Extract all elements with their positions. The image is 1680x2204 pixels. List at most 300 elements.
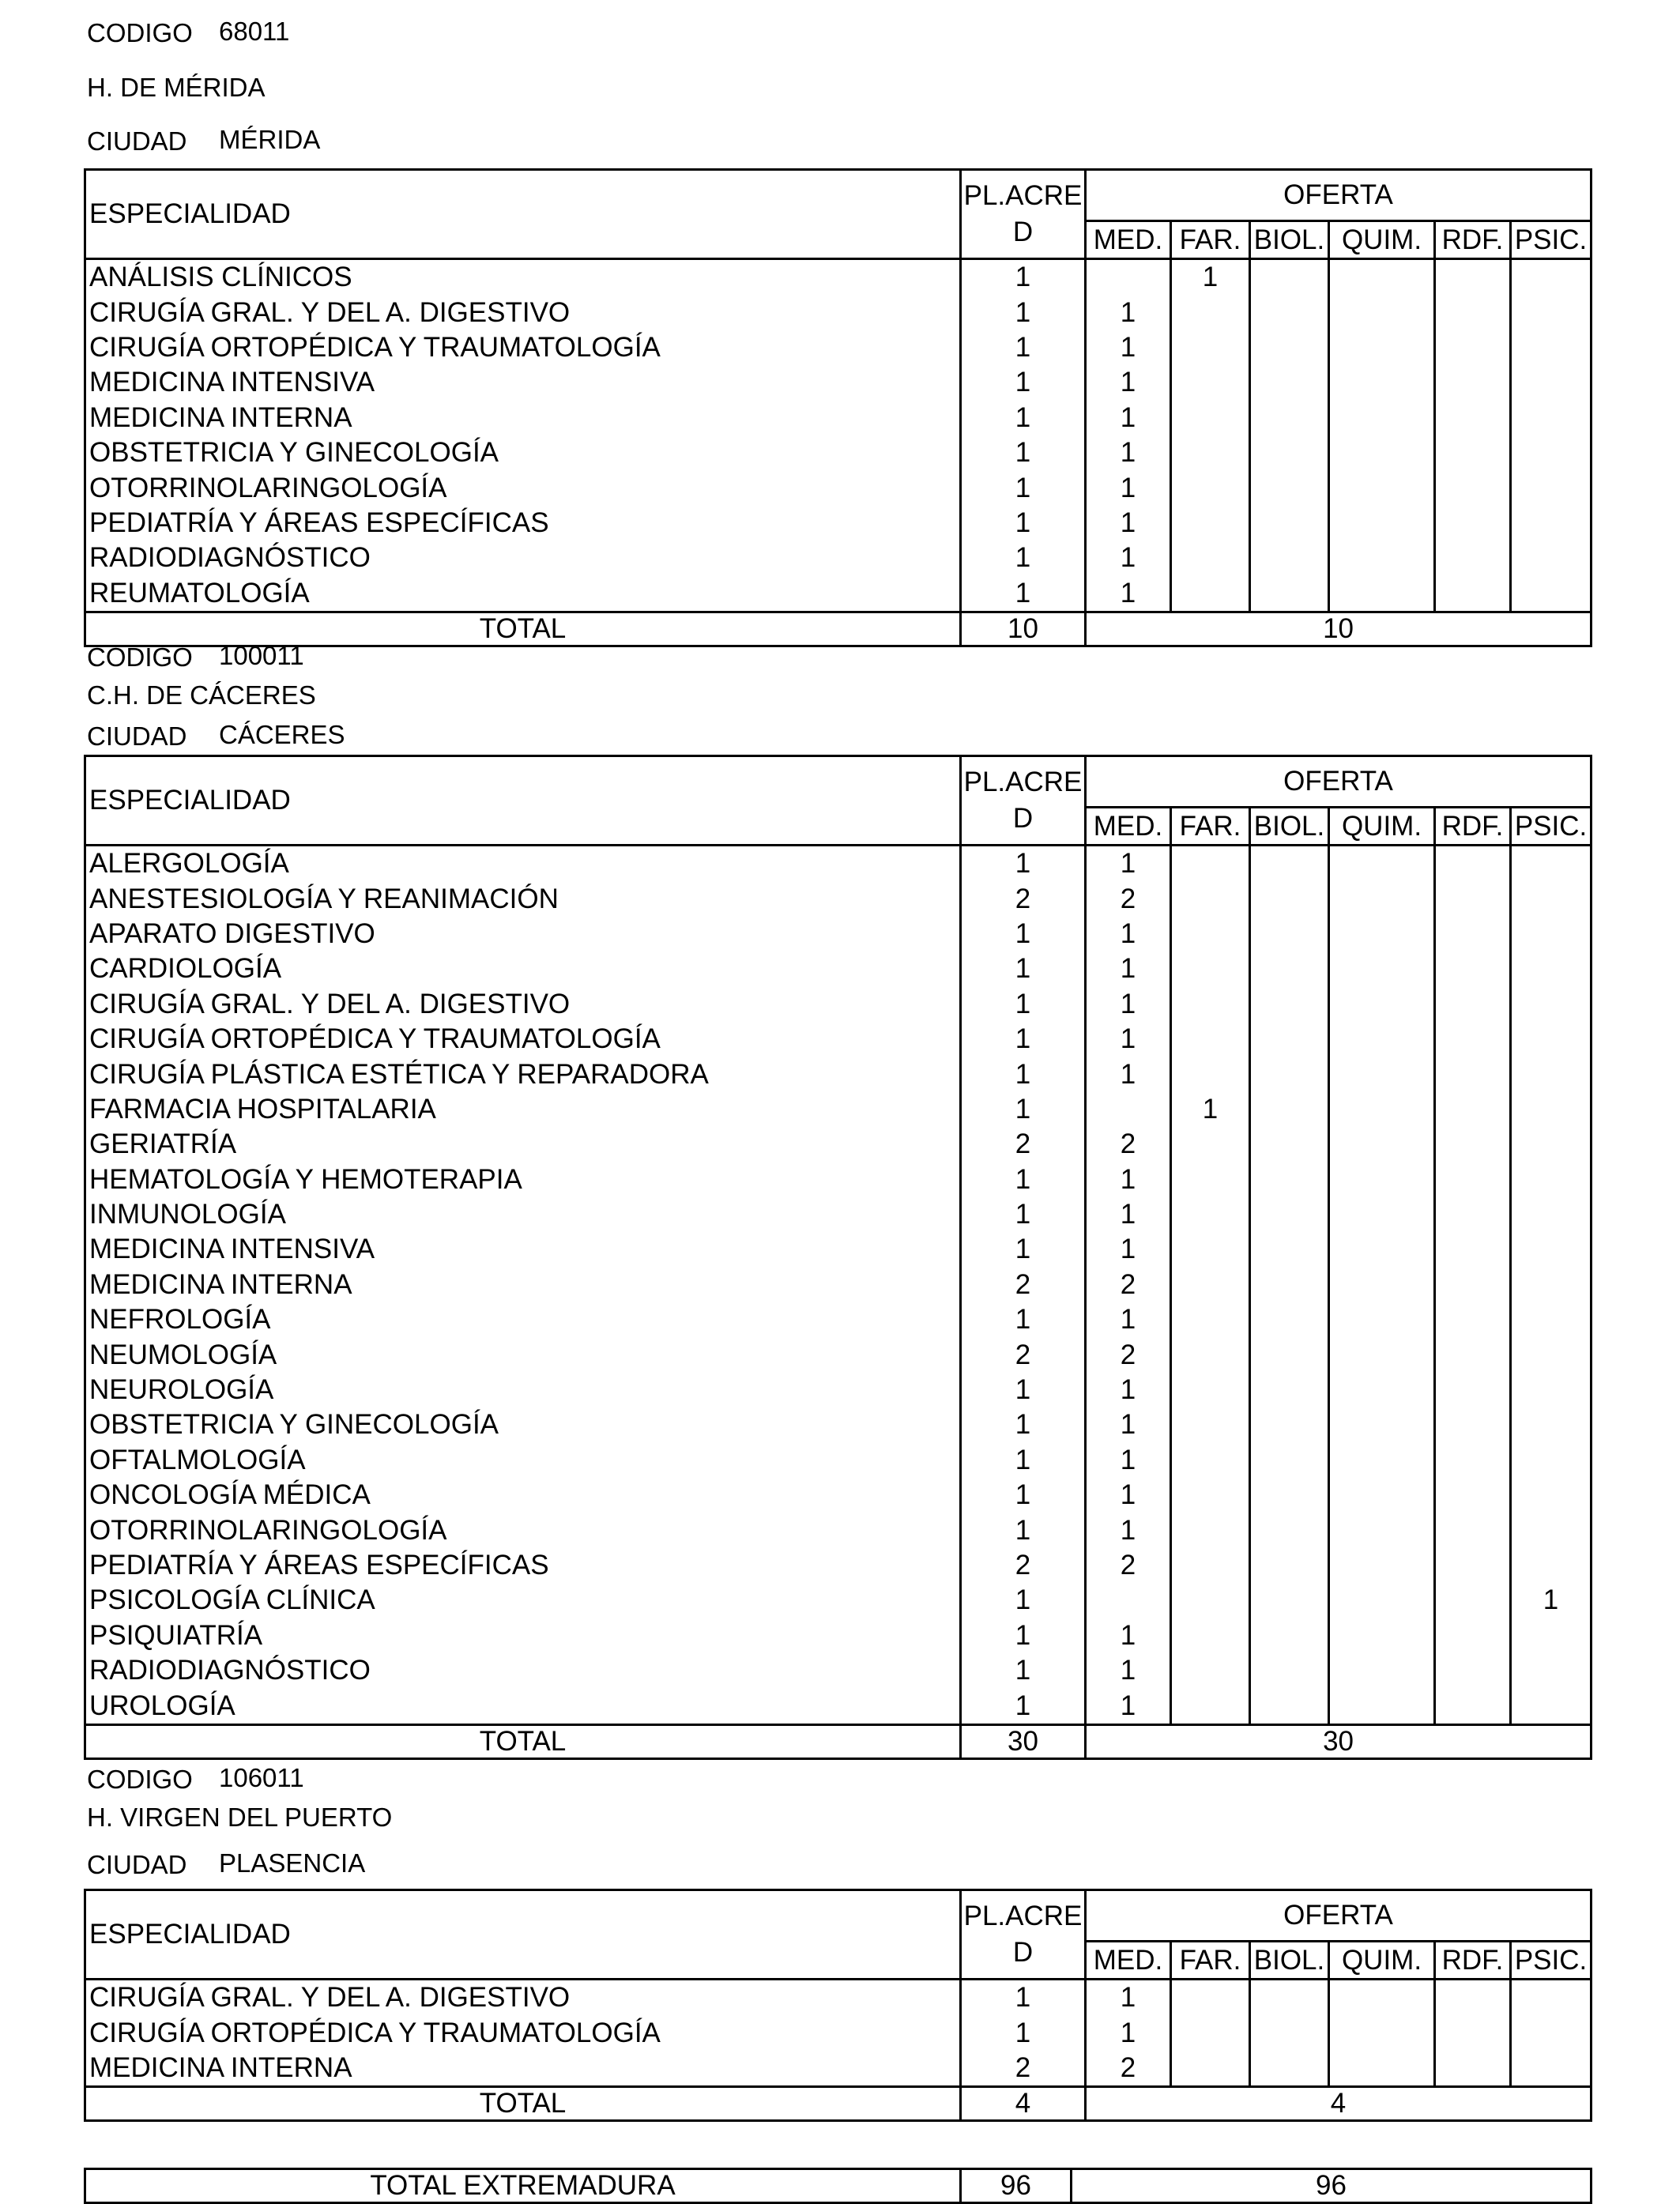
biol-cell: [1250, 1373, 1329, 1407]
quim-cell: [1329, 365, 1435, 400]
far-cell: [1171, 541, 1250, 575]
rdf-cell: [1435, 846, 1511, 882]
rdf-cell: [1435, 435, 1511, 470]
total-label: TOTAL: [85, 2087, 961, 2121]
col-header-med: MED.: [1086, 221, 1171, 259]
rdf-cell: [1435, 1478, 1511, 1513]
placred-cell: 1: [961, 295, 1086, 330]
psic-cell: [1511, 1407, 1591, 1442]
especialidad-cell: OBSTETRICIA Y GINECOLOGÍA: [85, 435, 961, 470]
med-cell: 1: [1086, 1373, 1171, 1407]
rdf-cell: [1435, 295, 1511, 330]
quim-cell: [1329, 2015, 1435, 2050]
far-cell: [1171, 1022, 1250, 1057]
table-row: [85, 365, 1591, 400]
psic-cell: [1511, 1337, 1591, 1372]
especialidad-cell: REUMATOLOGÍA: [85, 576, 961, 612]
far-cell: [1171, 951, 1250, 986]
placred-cell: 2: [961, 1548, 1086, 1583]
especialidad-cell: MEDICINA INTERNA: [85, 2051, 961, 2087]
table-row: [85, 1373, 1591, 1407]
far-cell: [1171, 1478, 1250, 1513]
placred-cell: 1: [961, 1653, 1086, 1688]
rdf-cell: [1435, 1092, 1511, 1127]
rdf-cell: [1435, 1057, 1511, 1091]
col-header-far: FAR.: [1171, 1942, 1250, 1980]
far-cell: 1: [1171, 259, 1250, 296]
psic-cell: [1511, 1268, 1591, 1302]
ciudad-label: CIUDAD: [87, 721, 187, 751]
table-row: [85, 330, 1591, 365]
far-cell: [1171, 1232, 1250, 1267]
biol-cell: [1250, 1022, 1329, 1057]
med-cell: 1: [1086, 1443, 1171, 1478]
placred-cell: 1: [961, 1302, 1086, 1337]
rdf-cell: [1435, 1373, 1511, 1407]
rdf-cell: [1435, 576, 1511, 612]
biol-cell: [1250, 576, 1329, 612]
total-label: TOTAL: [85, 612, 961, 646]
rdf-cell: [1435, 365, 1511, 400]
specialty-table: [84, 1889, 1592, 2122]
grand-total-table: [84, 2168, 1592, 2204]
psic-cell: [1511, 576, 1591, 612]
biol-cell: [1250, 917, 1329, 951]
biol-cell: [1250, 401, 1329, 435]
quim-cell: [1329, 330, 1435, 365]
col-header-especialidad: ESPECIALIDAD: [85, 1890, 961, 1980]
especialidad-cell: ANESTESIOLOGÍA Y REANIMACIÓN: [85, 881, 961, 916]
especialidad-cell: MEDICINA INTERNA: [85, 1268, 961, 1302]
col-header-rdf: RDF.: [1435, 808, 1511, 846]
col-header-rdf: RDF.: [1435, 221, 1511, 259]
quim-cell: [1329, 1513, 1435, 1547]
placred-cell: 1: [961, 1232, 1086, 1267]
especialidad-cell: PSICOLOGÍA CLÍNICA: [85, 1583, 961, 1618]
psic-cell: [1511, 2015, 1591, 2050]
col-header-biol: BIOL.: [1250, 1942, 1329, 1980]
col-header-rdf: RDF.: [1435, 1942, 1511, 1980]
rdf-cell: [1435, 917, 1511, 951]
rdf-cell: [1435, 1022, 1511, 1057]
far-cell: [1171, 2015, 1250, 2050]
med-cell: 1: [1086, 1022, 1171, 1057]
especialidad-cell: CIRUGÍA ORTOPÉDICA Y TRAUMATOLOGÍA: [85, 2015, 961, 2050]
med-cell: 1: [1086, 1302, 1171, 1337]
table-row: [85, 2051, 1591, 2087]
especialidad-cell: FARMACIA HOSPITALARIA: [85, 1092, 961, 1127]
col-header-biol: BIOL.: [1250, 221, 1329, 259]
rdf-cell: [1435, 401, 1511, 435]
rdf-cell: [1435, 951, 1511, 986]
rdf-cell: [1435, 1583, 1511, 1618]
quim-cell: [1329, 1268, 1435, 1302]
placred-cell: 1: [961, 576, 1086, 612]
psic-cell: [1511, 917, 1591, 951]
biol-cell: [1250, 1407, 1329, 1442]
rdf-cell: [1435, 1302, 1511, 1337]
especialidad-cell: GERIATRÍA: [85, 1127, 961, 1162]
table-row: [85, 470, 1591, 505]
col-header-quim: QUIM.: [1329, 808, 1435, 846]
placred-cell: 1: [961, 846, 1086, 882]
quim-cell: [1329, 259, 1435, 296]
far-cell: [1171, 1337, 1250, 1372]
placred-cell: 1: [961, 435, 1086, 470]
quim-cell: [1329, 1583, 1435, 1618]
psic-cell: [1511, 1022, 1591, 1057]
placred-cell: 1: [961, 1443, 1086, 1478]
med-cell: 2: [1086, 1548, 1171, 1583]
med-cell: 1: [1086, 1653, 1171, 1688]
placred-cell: 1: [961, 1688, 1086, 1724]
table-row: [85, 1337, 1591, 1372]
especialidad-cell: PSIQUIATRÍA: [85, 1618, 961, 1653]
biol-cell: [1250, 1653, 1329, 1688]
med-cell: 1: [1086, 401, 1171, 435]
col-header-placred: [961, 756, 1086, 846]
quim-cell: [1329, 987, 1435, 1022]
placred-cell: 2: [961, 881, 1086, 916]
biol-cell: [1250, 259, 1329, 296]
quim-cell: [1329, 1653, 1435, 1688]
med-cell: 1: [1086, 506, 1171, 541]
especialidad-cell: ANÁLISIS CLÍNICOS: [85, 259, 961, 296]
med-cell: 1: [1086, 987, 1171, 1022]
rdf-cell: [1435, 1197, 1511, 1232]
col-header-oferta: OFERTA: [1086, 1890, 1591, 1942]
quim-cell: [1329, 1443, 1435, 1478]
grand-total-oferta: 96: [1072, 2169, 1591, 2203]
table-row: [85, 541, 1591, 575]
biol-cell: [1250, 470, 1329, 505]
especialidad-cell: PEDIATRÍA Y ÁREAS ESPECÍFICAS: [85, 506, 961, 541]
hospital-name: C.H. DE CÁCERES: [87, 680, 316, 710]
placred-cell: 2: [961, 1268, 1086, 1302]
med-cell: 1: [1086, 1162, 1171, 1197]
rdf-cell: [1435, 1162, 1511, 1197]
far-cell: [1171, 1127, 1250, 1162]
especialidad-cell: PEDIATRÍA Y ÁREAS ESPECÍFICAS: [85, 1548, 961, 1583]
table-row: [85, 1232, 1591, 1267]
table-row: [85, 1057, 1591, 1091]
table-row: [85, 1268, 1591, 1302]
quim-cell: [1329, 1478, 1435, 1513]
especialidad-cell: CIRUGÍA GRAL. Y DEL A. DIGESTIVO: [85, 295, 961, 330]
biol-cell: [1250, 2051, 1329, 2087]
far-cell: [1171, 365, 1250, 400]
psic-cell: [1511, 259, 1591, 296]
placred-cell: 1: [961, 1162, 1086, 1197]
rdf-cell: [1435, 541, 1511, 575]
placred-cell: 1: [961, 401, 1086, 435]
far-cell: [1171, 1688, 1250, 1724]
quim-cell: [1329, 576, 1435, 612]
biol-cell: [1250, 1127, 1329, 1162]
rdf-cell: [1435, 1548, 1511, 1583]
biol-cell: [1250, 1268, 1329, 1302]
quim-cell: [1329, 1373, 1435, 1407]
col-header-med: MED.: [1086, 1942, 1171, 1980]
biol-cell: [1250, 365, 1329, 400]
especialidad-cell: OTORRINOLARINGOLOGÍA: [85, 1513, 961, 1547]
placred-cell: 1: [961, 1197, 1086, 1232]
placred-cell: 2: [961, 2051, 1086, 2087]
med-cell: [1086, 1092, 1171, 1127]
biol-cell: [1250, 1980, 1329, 2016]
col-header-placred-line2: D: [1012, 803, 1034, 834]
psic-cell: [1511, 435, 1591, 470]
hospital-name: H. VIRGEN DEL PUERTO: [87, 1803, 393, 1832]
med-cell: 1: [1086, 365, 1171, 400]
especialidad-cell: CIRUGÍA GRAL. Y DEL A. DIGESTIVO: [85, 987, 961, 1022]
placred-cell: 2: [961, 1127, 1086, 1162]
rdf-cell: [1435, 1268, 1511, 1302]
psic-cell: [1511, 1232, 1591, 1267]
col-header-placred-line2: D: [1012, 1937, 1034, 1968]
biol-cell: [1250, 1162, 1329, 1197]
far-cell: [1171, 987, 1250, 1022]
codigo-label: CODIGO: [87, 1765, 193, 1794]
table-row: [85, 1513, 1591, 1547]
quim-cell: [1329, 435, 1435, 470]
total-oferta: 4: [1086, 2087, 1591, 2121]
especialidad-cell: APARATO DIGESTIVO: [85, 917, 961, 951]
biol-cell: [1250, 541, 1329, 575]
quim-cell: [1329, 401, 1435, 435]
med-cell: 1: [1086, 951, 1171, 986]
biol-cell: [1250, 1057, 1329, 1091]
table-row: [85, 576, 1591, 612]
col-header-placred: [961, 1890, 1086, 1980]
grand-total-pl: 96: [961, 2169, 1072, 2203]
placred-cell: 1: [961, 987, 1086, 1022]
total-placred: 10: [961, 612, 1086, 646]
quim-cell: [1329, 295, 1435, 330]
placred-cell: 1: [961, 1583, 1086, 1618]
especialidad-cell: ONCOLOGÍA MÉDICA: [85, 1478, 961, 1513]
total-placred: 30: [961, 1724, 1086, 1758]
total-placred: 4: [961, 2087, 1086, 2121]
psic-cell: [1511, 1197, 1591, 1232]
table-row: [85, 846, 1591, 882]
placred-cell: 1: [961, 2015, 1086, 2050]
med-cell: 1: [1086, 1513, 1171, 1547]
rdf-cell: [1435, 330, 1511, 365]
table-row: [85, 435, 1591, 470]
especialidad-cell: MEDICINA INTERNA: [85, 401, 961, 435]
far-cell: [1171, 435, 1250, 470]
psic-cell: [1511, 987, 1591, 1022]
psic-cell: [1511, 1302, 1591, 1337]
far-cell: [1171, 295, 1250, 330]
col-header-biol: BIOL.: [1250, 808, 1329, 846]
rdf-cell: [1435, 1407, 1511, 1442]
psic-cell: [1511, 1092, 1591, 1127]
placred-cell: 2: [961, 1337, 1086, 1372]
especialidad-cell: CIRUGÍA ORTOPÉDICA Y TRAUMATOLOGÍA: [85, 1022, 961, 1057]
codigo-label: CODIGO: [87, 18, 193, 47]
biol-cell: [1250, 846, 1329, 882]
table-row: [85, 506, 1591, 541]
col-header-psic: PSIC.: [1511, 221, 1591, 259]
far-cell: [1171, 1618, 1250, 1653]
med-cell: 1: [1086, 846, 1171, 882]
psic-cell: [1511, 1162, 1591, 1197]
rdf-cell: [1435, 1513, 1511, 1547]
psic-cell: [1511, 1513, 1591, 1547]
especialidad-cell: RADIODIAGNÓSTICO: [85, 541, 961, 575]
especialidad-cell: OBSTETRICIA Y GINECOLOGÍA: [85, 1407, 961, 1442]
placred-cell: 1: [961, 917, 1086, 951]
especialidad-cell: NEUROLOGÍA: [85, 1373, 961, 1407]
med-cell: 1: [1086, 541, 1171, 575]
especialidad-cell: MEDICINA INTENSIVA: [85, 1232, 961, 1267]
psic-cell: [1511, 1618, 1591, 1653]
med-cell: 1: [1086, 1980, 1171, 2016]
biol-cell: [1250, 2015, 1329, 2050]
especialidad-cell: NEUMOLOGÍA: [85, 1337, 961, 1372]
far-cell: [1171, 881, 1250, 916]
ciudad-value: MÉRIDA: [219, 125, 321, 154]
total-row: [85, 2087, 1591, 2121]
col-header-far: FAR.: [1171, 808, 1250, 846]
med-cell: 1: [1086, 917, 1171, 951]
table-row: [85, 951, 1591, 986]
especialidad-cell: RADIODIAGNÓSTICO: [85, 1653, 961, 1688]
codigo-label: CODIGO: [87, 642, 193, 672]
grand-total-label: TOTAL EXTREMADURA: [85, 2169, 961, 2203]
col-header-placred-line1: PL.ACRE: [963, 180, 1083, 211]
placred-cell: 1: [961, 1980, 1086, 2016]
total-oferta: 10: [1086, 612, 1591, 646]
table-row: [85, 1197, 1591, 1232]
table-row: [85, 1162, 1591, 1197]
psic-cell: [1511, 1443, 1591, 1478]
far-cell: [1171, 1268, 1250, 1302]
placred-cell: 1: [961, 506, 1086, 541]
quim-cell: [1329, 1022, 1435, 1057]
total-row: [85, 612, 1591, 646]
col-header-placred: [961, 170, 1086, 259]
quim-cell: [1329, 470, 1435, 505]
table-row: [85, 259, 1591, 296]
quim-cell: [1329, 1980, 1435, 2016]
col-header-placred-line1: PL.ACRE: [963, 767, 1083, 797]
biol-cell: [1250, 1618, 1329, 1653]
especialidad-cell: CIRUGÍA GRAL. Y DEL A. DIGESTIVO: [85, 1980, 961, 2016]
med-cell: 1: [1086, 1057, 1171, 1091]
biol-cell: [1250, 881, 1329, 916]
biol-cell: [1250, 951, 1329, 986]
quim-cell: [1329, 951, 1435, 986]
placred-cell: 1: [961, 1513, 1086, 1547]
col-header-oferta: OFERTA: [1086, 756, 1591, 808]
quim-cell: [1329, 1548, 1435, 1583]
codigo-value: 100011: [219, 641, 304, 670]
quim-cell: [1329, 506, 1435, 541]
placred-cell: 1: [961, 330, 1086, 365]
quim-cell: [1329, 1337, 1435, 1372]
col-header-psic: PSIC.: [1511, 1942, 1591, 1980]
far-cell: [1171, 330, 1250, 365]
biol-cell: [1250, 1688, 1329, 1724]
hospital-name: H. DE MÉRIDA: [87, 73, 266, 102]
med-cell: 1: [1086, 470, 1171, 505]
far-cell: [1171, 1373, 1250, 1407]
rdf-cell: [1435, 1127, 1511, 1162]
far-cell: [1171, 1407, 1250, 1442]
far-cell: [1171, 2051, 1250, 2087]
col-header-far: FAR.: [1171, 221, 1250, 259]
psic-cell: [1511, 1548, 1591, 1583]
table-row: [85, 295, 1591, 330]
rdf-cell: [1435, 881, 1511, 916]
specialty-table: [84, 755, 1592, 1760]
med-cell: 1: [1086, 295, 1171, 330]
far-cell: [1171, 1583, 1250, 1618]
col-header-especialidad: ESPECIALIDAD: [85, 756, 961, 846]
quim-cell: [1329, 1197, 1435, 1232]
specialty-table: [84, 168, 1592, 647]
biol-cell: [1250, 506, 1329, 541]
rdf-cell: [1435, 987, 1511, 1022]
biol-cell: [1250, 1197, 1329, 1232]
psic-cell: [1511, 365, 1591, 400]
rdf-cell: [1435, 1980, 1511, 2016]
table-row: [85, 1478, 1591, 1513]
quim-cell: [1329, 1092, 1435, 1127]
med-cell: 1: [1086, 1407, 1171, 1442]
col-header-placred-line2: D: [1012, 217, 1034, 247]
biol-cell: [1250, 1443, 1329, 1478]
psic-cell: [1511, 470, 1591, 505]
quim-cell: [1329, 2051, 1435, 2087]
placred-cell: 1: [961, 951, 1086, 986]
med-cell: 1: [1086, 1197, 1171, 1232]
med-cell: 2: [1086, 881, 1171, 916]
psic-cell: [1511, 330, 1591, 365]
codigo-value: 106011: [219, 1763, 304, 1792]
far-cell: [1171, 846, 1250, 882]
col-header-psic: PSIC.: [1511, 808, 1591, 846]
far-cell: [1171, 1057, 1250, 1091]
col-header-quim: QUIM.: [1329, 221, 1435, 259]
total-row: [85, 1724, 1591, 1758]
especialidad-cell: OFTALMOLOGÍA: [85, 1443, 961, 1478]
rdf-cell: [1435, 1688, 1511, 1724]
total-label: TOTAL: [85, 1724, 961, 1758]
med-cell: 1: [1086, 1232, 1171, 1267]
med-cell: 2: [1086, 1337, 1171, 1372]
far-cell: [1171, 470, 1250, 505]
far-cell: [1171, 401, 1250, 435]
psic-cell: [1511, 401, 1591, 435]
placred-cell: 1: [961, 1057, 1086, 1091]
placred-cell: 1: [961, 365, 1086, 400]
far-cell: 1: [1171, 1092, 1250, 1127]
rdf-cell: [1435, 470, 1511, 505]
table-row: [85, 1653, 1591, 1688]
psic-cell: [1511, 1478, 1591, 1513]
table-row: [85, 1092, 1591, 1127]
placred-cell: 1: [961, 259, 1086, 296]
rdf-cell: [1435, 1337, 1511, 1372]
far-cell: [1171, 1162, 1250, 1197]
especialidad-cell: NEFROLOGÍA: [85, 1302, 961, 1337]
table-row: [85, 2015, 1591, 2050]
ciudad-label: CIUDAD: [87, 1850, 187, 1879]
